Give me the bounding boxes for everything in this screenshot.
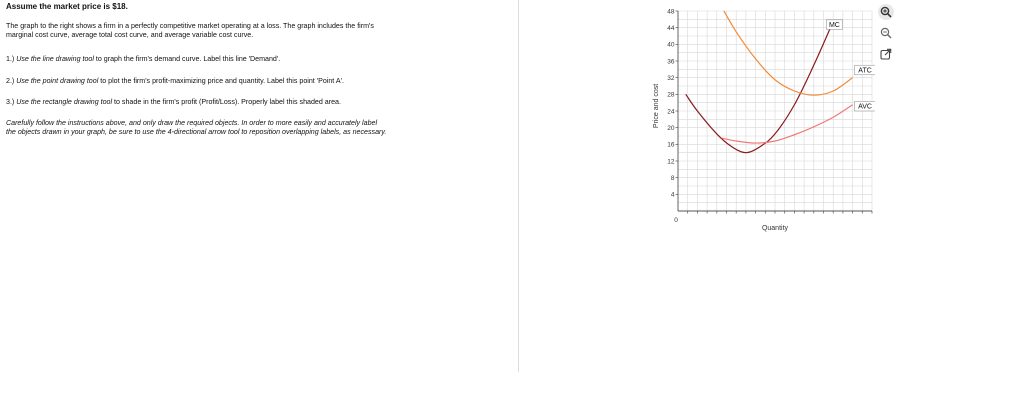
labels bbox=[653, 8, 875, 232]
atc-label: ATC bbox=[858, 67, 872, 75]
y-tick-label: 36 bbox=[667, 58, 675, 66]
y-tick-label: 16 bbox=[667, 141, 675, 149]
y-tick-label: 12 bbox=[667, 158, 675, 166]
question-intro bbox=[6, 22, 374, 40]
step1-prefix: 1.) bbox=[6, 55, 17, 63]
instruction-note bbox=[6, 119, 386, 137]
y-tick-label: 28 bbox=[667, 91, 675, 99]
step3-prefix: 3.) bbox=[6, 98, 17, 106]
question-panel bbox=[0, 0, 518, 372]
y-tick-label: 44 bbox=[667, 24, 675, 32]
step1-rest: to graph the firm's demand curve. Label this line 'Demand'. bbox=[93, 55, 281, 63]
instruction-step-3 bbox=[6, 98, 341, 107]
zoom-in-icon bbox=[880, 6, 892, 18]
step2-rest: to plot the firm's profit-maximizing price and quantity. Label this point 'Point A'. bbox=[98, 77, 344, 85]
note-line-2: the objects drawn in your graph, be sure to use the 4-directional arrow tool to reposition overlapping labels, as necessary. bbox=[6, 128, 387, 136]
mc-label: MC bbox=[828, 21, 840, 29]
open-external-icon bbox=[880, 48, 892, 60]
origin-label: 0 bbox=[674, 217, 678, 224]
y-tick-label: 8 bbox=[670, 174, 675, 182]
mc-curve bbox=[686, 21, 833, 152]
y-tick-label: 48 bbox=[667, 8, 675, 16]
zoom-in-button[interactable] bbox=[878, 4, 894, 20]
y-tick-label: 20 bbox=[667, 124, 675, 132]
y-tick-label: 32 bbox=[667, 74, 675, 82]
step3-rest: to shade in the firm's profit (Profit/Loss). Properly label this shaded area. bbox=[112, 98, 341, 106]
step3-tool: Use the rectangle drawing tool bbox=[16, 98, 113, 106]
avc-label: AVC bbox=[858, 103, 872, 111]
open-external-button[interactable] bbox=[878, 46, 894, 62]
intro-line-1: The graph to the right shows a firm in a perfectly competitive market operating at a loss. The graph includes the firm's bbox=[6, 22, 374, 30]
zoom-out-icon bbox=[880, 27, 892, 39]
y-tick-label: 24 bbox=[667, 108, 675, 116]
axes bbox=[676, 11, 873, 214]
intro-line-2: marginal cost curve, average total cost curve, and average variable cost curve. bbox=[6, 31, 254, 39]
y-axis-label: Price and cost bbox=[653, 83, 660, 129]
cost-curves-chart[interactable] bbox=[645, 0, 875, 240]
graph-toolbar bbox=[878, 4, 898, 67]
instruction-step-2 bbox=[6, 77, 344, 86]
y-tick-label: 4 bbox=[670, 191, 675, 199]
panel-divider bbox=[518, 0, 519, 372]
step1-tool: Use the line drawing tool bbox=[16, 55, 94, 63]
step2-prefix: 2.) bbox=[6, 77, 17, 85]
note-line-1: Carefully follow the instructions above, and only draw the required objects. In order to more easily and accurately label bbox=[6, 119, 378, 127]
instruction-step-1 bbox=[6, 55, 280, 64]
x-axis-label: Quantity bbox=[761, 225, 789, 232]
question-title: Assume the market price is $18. bbox=[6, 2, 128, 11]
y-tick-label: 40 bbox=[667, 41, 675, 49]
step2-tool: Use the point drawing tool bbox=[16, 77, 99, 85]
zoom-out-button[interactable] bbox=[878, 25, 894, 41]
